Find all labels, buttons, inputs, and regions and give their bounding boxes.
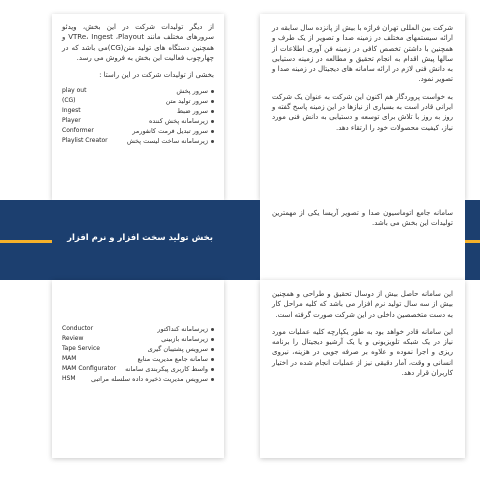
list-item (62, 116, 214, 126)
list-item (62, 334, 214, 344)
product-en-label: Player (62, 117, 81, 125)
list-item (62, 126, 214, 136)
list-item (62, 106, 214, 116)
section-title: بخش تولید سخت افزار و نرم افزار (67, 233, 213, 243)
bullet-icon (211, 368, 214, 371)
list-item (62, 374, 214, 384)
product-en-label: Ingest (62, 107, 81, 115)
bullet-icon (211, 90, 214, 93)
product-en-label: MAM Configurator (62, 365, 117, 372)
products-panel-top (52, 14, 224, 200)
about-panel-middle (260, 200, 465, 280)
product-en-label: Tape Service (62, 345, 100, 352)
product-en-label: (CG) (62, 97, 76, 105)
product-en-label: Conductor (62, 325, 94, 332)
list-item (62, 86, 214, 96)
product-fa-label: سرور ضبط (176, 107, 208, 116)
product-fa-label: سرویس مدیریت ذخیره داده سلسله مراتبی (90, 375, 208, 383)
product-en-label: Review (62, 335, 84, 342)
product-en-label: MAM (62, 355, 77, 362)
product-fa-label: زیرسامانه پخش کننده (149, 117, 208, 126)
product-fa-label: زیرسامانه کنداکتور (157, 325, 208, 333)
bullet-icon (211, 130, 214, 133)
bullet-icon (211, 140, 214, 143)
bullet-icon (211, 358, 214, 361)
products-list-heading: بخشی از تولیدات شرکت در این راستا : (99, 71, 214, 80)
about-paragraph-2: به خواست پروردگار هم اکنون این شرکت به عنوان یک شرکت ایرانی قادر است به بسیاری از نیازها در این زمینه پاسخ گفته و روز به روز با تلاش برای توسعه و دستیابی به دانش فنی مورد نیاز، کیفیت محصولات خود را ارتقاء دهد. (272, 92, 453, 132)
bullet-icon (211, 378, 214, 381)
list-item (62, 344, 214, 354)
about-panel-top (260, 14, 465, 200)
bullet-icon (211, 338, 214, 341)
about-paragraph-1: شرکت بین المللی تهران فراژه با بیش از پانزده سال سابقه در ارائه سیستمهای مختلف در زمینه صدا و تصویر از یک طرف و همچنین با داشتن تخصص کافی در زمینه فن آوری اطلاعات از سالها پیش اقدام به انجام تحقیق و مطالعه در زمینه دستیابی به دانش فنی لازم در ارائه سامانه های دیجیتال در زمینه صدا و تصویر نمود. (272, 24, 453, 84)
product-fa-label: سرویس پشتیبان گیری (147, 345, 208, 353)
product-fa-label: سرور تولید متن (165, 97, 208, 106)
product-en-label: Playlist Creator (62, 137, 108, 145)
bullet-icon (211, 328, 214, 331)
bullet-icon (211, 348, 214, 351)
bullet-icon (211, 120, 214, 123)
product-en-label: Conformer (62, 127, 94, 135)
list-item (62, 354, 214, 364)
product-fa-label: سرور پخش (176, 87, 208, 96)
product-fa-label: واسط کاربری پیکربندی سامانه (125, 365, 208, 373)
section-title-band (0, 200, 480, 280)
products-panel-bottom (52, 280, 224, 458)
list-item (62, 96, 214, 106)
product-en-label: play out (62, 87, 87, 95)
list-item (62, 136, 214, 146)
accent-line-left (0, 240, 52, 243)
product-fa-label: زیرسامانه بازبینی (161, 335, 208, 343)
about-paragraph-3: سامانه جامع اتوماسیون صدا و تصویر آریسا یکی از مهمترین تولیدات این بخش می باشد. (272, 209, 453, 228)
accent-line-right (465, 240, 480, 243)
product-fa-label: سرور تبدیل فرمت کانفورمر (132, 127, 208, 136)
list-item (62, 324, 214, 334)
product-fa-label: سامانه جامع مدیریت منابع (137, 355, 208, 363)
about-paragraph-4: این سامانه حاصل بیش از دوسال تحقیق و طراحی و همچنین بیش از سه سال تولید نرم افزار می باشد که کلیه مراحل کار به دست متخصصین داخلی در این شرکت صورت گرفته است. (272, 290, 453, 319)
products-list (62, 86, 214, 146)
bullet-icon (211, 100, 214, 103)
product-en-label: HSM (62, 375, 76, 382)
product-fa-label: زیرسامانه ساخت لیست پخش (126, 137, 208, 146)
products-list-2 (62, 324, 214, 384)
about-paragraph-5: این سامانه قادر خواهد بود به طور یکپارچه کلیه عملیات مورد نیاز در یک شبکه تلویزیونی و یا یک آرشیو دیجیتال را برنامه ریزی و اجرا نموده و علاوه بر صرفه جویی در هزینه، نیروی انسانی و وقت، آمار دقیقی نیز از عملیات انجام شده در اختیار کاربران قرار دهد. (272, 327, 453, 378)
bullet-icon (211, 110, 214, 113)
products-intro-paragraph: از دیگر تولیدات شرکت در این بخش، ویدئو سرورهای مختلف مانند VTRe، Ingest ،Playout و همچنین دستگاه های تولید متن(CG)می باشد که در چهارچوب فعالیت این بخش به فروش می رسد. (62, 23, 215, 62)
about-panel-bottom (260, 280, 465, 458)
list-item (62, 364, 214, 374)
